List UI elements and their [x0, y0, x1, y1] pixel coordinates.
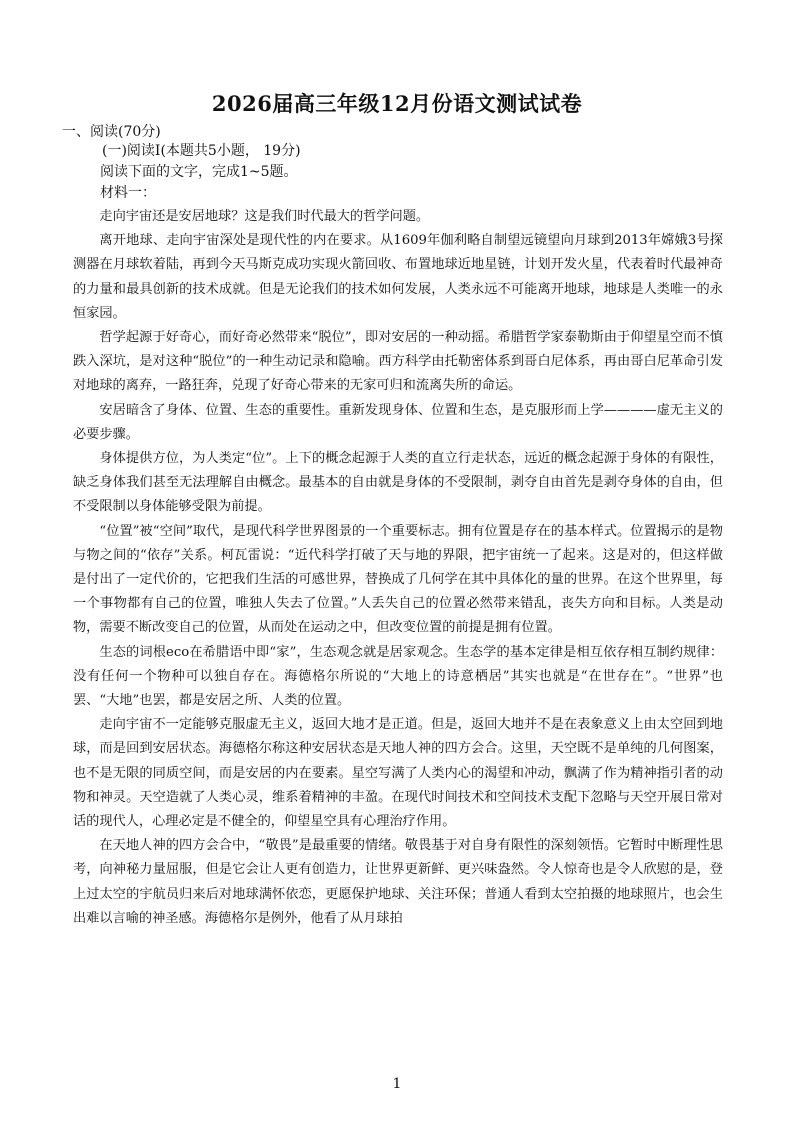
paragraph: 走向宇宙还是安居地球？这是我们时代最大的哲学问题。	[99, 209, 430, 224]
paragraph: 离开地球、走向宇宙深处是现代性的内在要求。从1609年伽利略自制望远镜望向月球到2013年嫦娥3号探测器在月球软着陆，再到今天马斯克成功实现火箭回收、布置地球近地星链，计划开发火星，代表着时代最神奇的力量和最具创新的技术成就。但是无论我们的技术如何发展，人类永远不可能离开地球，地球是人类唯一的永恒家园。	[73, 233, 723, 321]
paragraph: 生态的词根eco在希腊语中即“家”，生态观念就是居家观念。生态学的基本定律是相互依存相互制约规律：没有任何一个物种可以独自存在。海德格尔所说的“大地上的诗意栖居”其实也就是“在世存在”。“世界”也罢、“大地”也罢，都是安居之所、人类的位置。	[73, 644, 723, 709]
passage-body	[73, 205, 723, 931]
exam-title: 2026届高三年级12月份语文测试试卷	[211, 91, 583, 116]
paragraph: 在天地人神的四方会合中，“敬畏”是最重要的情绪。敬畏基于对自身有限性的深刻领悟。它暂时中断理性思考，向神秘力量屈服，但是它会让人更有创造力，让世界更新鲜、更兴味盎然。令人惊奇也是令人欣慰的是，登上过太空的宇航员归来后对地球满怀依恋，更愿保护地球、关注环保；普通人看到太空拍摄的地球照片，也会生出难以言喻的神圣感。海德格尔是例外，他看了从月球拍	[73, 838, 723, 926]
material-label: 材料一：	[100, 185, 156, 201]
reading-instruction: 阅读下面的文字，完成1~5题。	[100, 164, 298, 180]
page-number: 1	[392, 1076, 402, 1092]
paragraph: 身体提供方位，为人类定“位”。上下的概念起源于人类的直立行走状态，远近的概念起源于身体的有限性，缺乏身体我们甚至无法理解自由概念。最基本的自由就是身体的不受限制，剥夺自由首先是剥夺身体的自由，但不受限制以身体能够受限为前提。	[73, 451, 723, 515]
subsection-heading: (一)阅读Ⅰ(本题共5小题， 19分)	[102, 143, 301, 159]
paragraph: 哲学起源于好奇心，而好奇必然带来“脱位”，即对安居的一种动摇。希腊哲学家泰勒斯由于仰望星空而不慎跌入深坑，是对这种“脱位”的一种生动记录和隐喻。西方科学由托勒密体系到哥白尼体系，再由哥白尼革命引发对地球的离弃，一路狂奔，兑现了好奇心带来的无家可归和流离失所的命运。	[73, 330, 723, 394]
paragraph: “位置”被“空间”取代，是现代科学世界图景的一个重要标志。拥有位置是存在的基本样式。位置揭示的是物与物之间的“依存”关系。柯瓦雷说：“近代科学打破了天与地的界限，把宇宙统一了起来。这是对的，但这样做是付出了一定代价的，它把我们生活的可感世界，替换成了几何学在其中具体化的量的世界。在这个世界里，每一个事物都有自己的位置，唯独人失去了位置。”人丢失自己的位置必然带来错乱，丧失方向和目标。人类是动物，需要不断改变自己的位置，从而处在运动之中，但改变位置的前提是拥有位置。	[73, 523, 723, 636]
paragraph: 安居暗含了身体、位置、生态的重要性。重新发现身体、位置和生态，是克服形而上学————虚无主义的必要步骤。	[73, 402, 723, 442]
paragraph: 走向宇宙不一定能够克服虚无主义，返回大地才是正道。但是，返回大地并不是在表象意义上由太空回到地球，而是回到安居状态。海德格尔称这种安居状态是天地人神的四方会合。这里，天空既不是单纯的几何图案，也不是无限的同质空间，而是安居的内在要素。星空写满了人类内心的渴望和冲动，飘满了作为精神指引者的动物和神灵。天空造就了人类心灵，维系着精神的丰盈。在现代时间技术和空间技术支配下忽略与天空开展日常对话的现代人，心理必定是不健全的，仰望星空具有心理治疗作用。	[73, 717, 723, 830]
section-heading: 一、阅读(70分)	[62, 124, 161, 140]
